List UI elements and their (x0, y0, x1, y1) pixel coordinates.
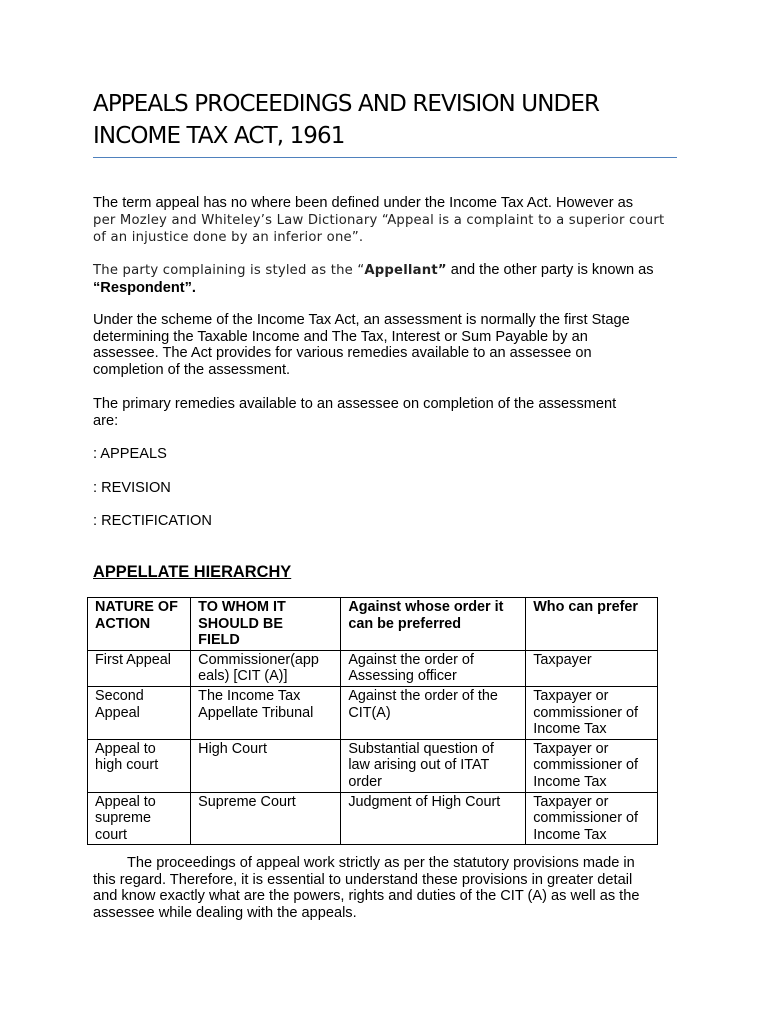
para1-line-3: of an injustice done by an inferior one”. (93, 230, 364, 246)
table-cell (191, 792, 341, 845)
header-who-can-prefer (526, 598, 658, 651)
cell-line: NATURE OF (95, 599, 178, 615)
para4-line-2: are: (93, 412, 119, 429)
cell-line: court (95, 826, 127, 843)
table-cell (191, 650, 341, 686)
cell-line: Taxpayer (533, 651, 592, 668)
table-cell (341, 792, 526, 845)
table-cell (88, 792, 191, 845)
cell-line: Against the order of the (348, 687, 498, 704)
cell-line: Income Tax (533, 826, 607, 843)
remedy-rectification: : RECTIFICATION (93, 513, 212, 529)
title-line-1: APPEALS PROCEEDINGS AND REVISION UNDER (93, 91, 600, 117)
table-cell (526, 650, 658, 686)
para5-line-3: and know exactly what are the powers, rights and duties of the CIT (A) as well as the (93, 888, 640, 905)
appellant-term: Appellant” (364, 263, 447, 278)
cell-line: Who can prefer (533, 599, 638, 615)
remedy-appeals: : APPEALS (93, 446, 167, 462)
title-line-2: INCOME TAX ACT, 1961 (93, 123, 345, 149)
cell-line: FIELD (198, 632, 240, 649)
cell-line: commissioner of (533, 757, 638, 774)
cell-line: Against whose order it (348, 599, 504, 615)
cell-line: Supreme Court (198, 793, 296, 810)
cell-line: Appeal (95, 704, 140, 721)
table-header-row (88, 598, 658, 651)
para4-line-1: The primary remedies available to an assessee on completion of the assessment (93, 396, 617, 412)
cell-line: supreme (95, 810, 151, 827)
para3-line-3: assessee. The Act provides for various remedies available to an assessee on (93, 345, 592, 362)
table-cell (341, 739, 526, 792)
header-nature-of-action (88, 598, 191, 651)
cell-line: TO WHOM IT (198, 599, 286, 615)
para3-line-2: determining the Taxable Income and The Tax, Interest or Sum Payable by an (93, 328, 588, 345)
table-cell (526, 686, 658, 739)
table-cell (341, 686, 526, 739)
paragraph-parties (93, 262, 683, 296)
para1-line-2: per Mozley and Whiteley’s Law Dictionary “Appeal is a complaint to a superior court (93, 212, 665, 228)
para2-pre: The party complaining is styled as the “ (93, 263, 365, 278)
cell-line: Income Tax (533, 721, 607, 738)
appellate-hierarchy-heading: APPELLATE HIERARCHY (93, 563, 292, 581)
para3-line-1: Under the scheme of the Income Tax Act, an assessment is normally the first Stage (93, 312, 630, 328)
cell-line: order (348, 773, 382, 790)
cell-line: Appellate Tribunal (198, 704, 314, 721)
cell-line: Assessing officer (348, 668, 457, 685)
table-cell (341, 650, 526, 686)
para5-line-4: assessee while dealing with the appeals. (93, 904, 357, 921)
table-cell (88, 650, 191, 686)
cell-line: high court (95, 757, 159, 774)
cell-line: Second (95, 687, 144, 704)
cell-line: Appeal to (95, 793, 156, 810)
para1-line-1: The term appeal has no where been defined under the Income Tax Act. However as (93, 195, 634, 211)
table-cell (88, 739, 191, 792)
cell-line: SHOULD BE (198, 615, 283, 632)
table-row (88, 739, 658, 792)
cell-line: can be preferred (348, 615, 462, 632)
para3-line-4: completion of the assessment. (93, 361, 291, 378)
cell-line: CIT(A) (348, 704, 391, 721)
table-row (88, 650, 658, 686)
cell-line: commissioner of (533, 704, 638, 721)
table-cell (526, 739, 658, 792)
cell-line: commissioner of (533, 810, 638, 827)
header-against-whose-order (341, 598, 526, 651)
cell-line: The Income Tax (198, 687, 301, 704)
paragraph-proceedings (93, 855, 683, 921)
title-divider (93, 157, 677, 158)
cell-line: Taxpayer or (533, 793, 609, 810)
remedy-revision: : REVISION (93, 480, 171, 496)
cell-line: law arising out of ITAT (348, 757, 490, 774)
cell-line: Judgment of High Court (348, 793, 501, 810)
paragraph-primary-remedies (93, 396, 683, 429)
page-title (93, 88, 693, 152)
cell-line: eals) [CIT (A)] (198, 668, 288, 685)
table-cell (191, 686, 341, 739)
cell-line: Commissioner(app (198, 651, 319, 668)
paragraph-appeal-definition (93, 195, 683, 247)
cell-line: Substantial question of (348, 740, 494, 757)
cell-line: First Appeal (95, 651, 171, 668)
respondent-term: “Respondent”. (93, 279, 196, 296)
cell-line: Appeal to (95, 740, 156, 757)
appellate-hierarchy-table (87, 597, 658, 845)
table-row (88, 686, 658, 739)
table-row (88, 792, 658, 845)
table-cell (88, 686, 191, 739)
cell-line: Income Tax (533, 773, 607, 790)
table-cell (526, 792, 658, 845)
para5-line-2: this regard. Therefore, it is essential to understand these provisions in greater detail (93, 871, 633, 888)
table-cell (191, 739, 341, 792)
cell-line: High Court (198, 740, 267, 757)
cell-line: ACTION (95, 615, 151, 632)
para2-mid: and the other party is known as (446, 262, 654, 278)
header-to-whom-filed (191, 598, 341, 651)
paragraph-assessment-scheme (93, 312, 683, 378)
cell-line: Taxpayer or (533, 687, 609, 704)
cell-line: Taxpayer or (533, 740, 609, 757)
cell-line: Against the order of (348, 651, 474, 668)
para5-line-1: The proceedings of appeal work strictly as per the statutory provisions made in (127, 855, 635, 871)
